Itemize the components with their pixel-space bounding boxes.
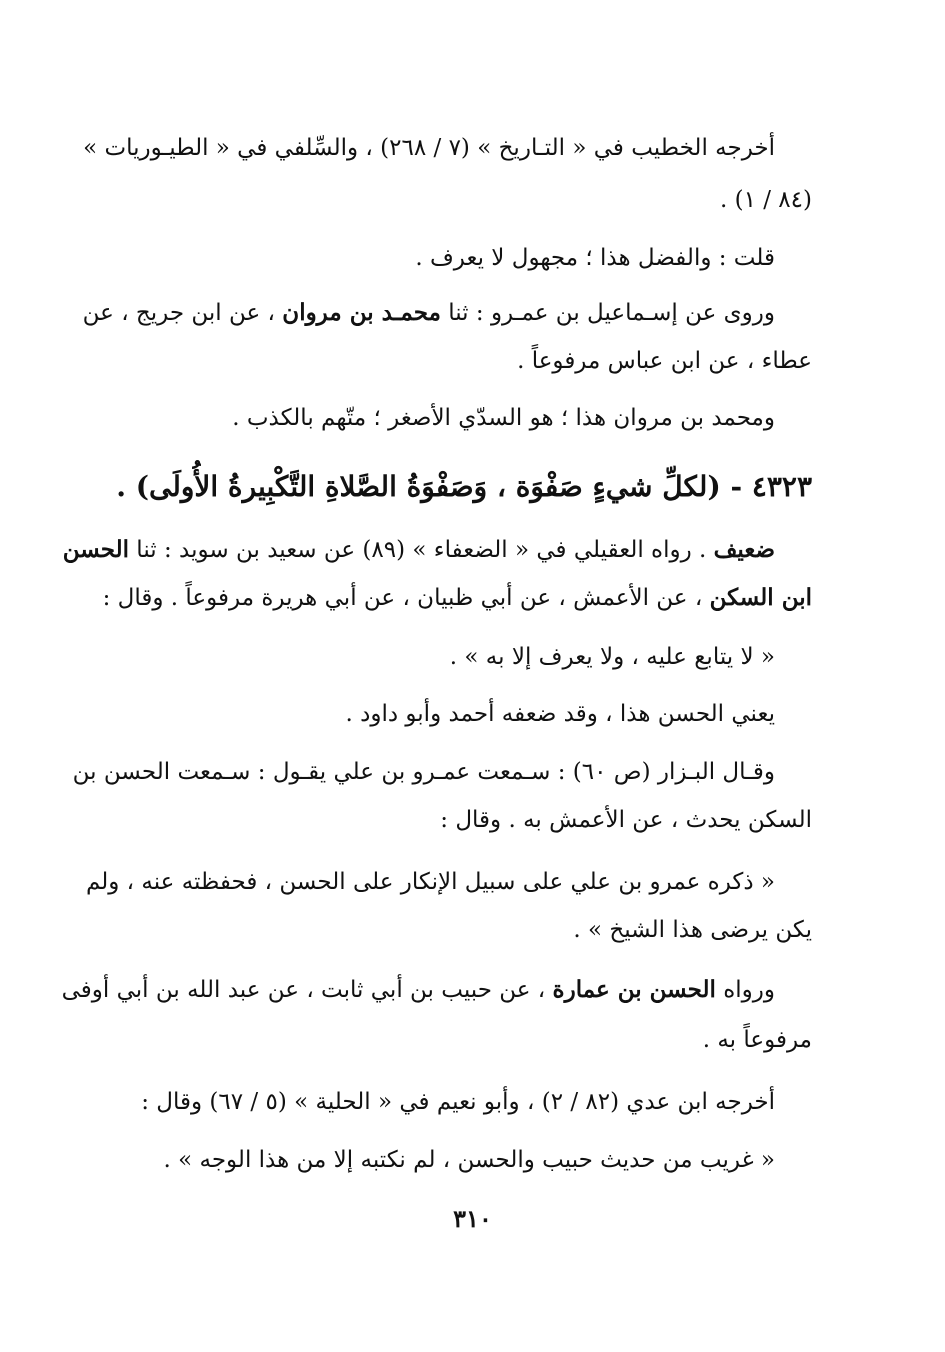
paragraph-1-line-2: (٨٤ / ١) . — [719, 187, 812, 213]
paragraph-3-line-2: عطاء ، عن ابن عباس مرفوعاً . — [517, 348, 812, 374]
paragraph-5-line-1 — [62, 530, 775, 570]
grading-label: ضعيف — [713, 536, 775, 563]
paragraph-5-text-b: . رواه العقيلي في « الضعفاء » (٨٩) عن سعيد بن سويد : ثنا — [129, 537, 714, 563]
paragraph-8-line-1: وقـال البـزار (ص ٦٠) : سـمعت عمـرو بن علي يقـول : سـمعت الحسن بن — [72, 759, 775, 785]
paragraph-8-line-2: السكن يحدث ، عن الأعمش به . وقال : — [440, 807, 812, 833]
paragraph-10-text-a: ورواه — [715, 977, 775, 1003]
quote-3: « غريب من حديث حبيب والحسن ، لم نكتبه إلا من هذا الوجه » . — [163, 1147, 775, 1173]
narrator-name-hasan: الحسن — [62, 536, 129, 563]
narrator-name-hasan-ibn-umara: الحسن بن عمارة — [552, 976, 716, 1003]
paragraph-11-line-1: أخرجه ابن عدي (٨٢ / ٢) ، وأبو نعيم في « الحلية » (٥ / ٦٧) وقال : — [141, 1089, 775, 1115]
page-number: ٣١٠ — [453, 1204, 492, 1233]
paragraph-3-narrator-name: محمـد بن مروان — [282, 299, 441, 326]
hadith-heading: ٤٣٢٣ - (لكلِّ شيءٍ صَفْوَة ، وَصَفْوَةُ الصَّلاةِ التَّكْبِيرةُ الأُولَى) . — [116, 470, 812, 503]
paragraph-5-line-2 — [102, 578, 812, 618]
quote-1: « لا يتابع عليه ، ولا يعرف إلا به » . — [449, 644, 775, 670]
paragraph-10-line-2: مرفوعاً به . — [702, 1027, 812, 1053]
quote-2-line-1: « ذكره عمرو بن علي على سبيل الإنكار على الحسن ، فحفظته عنه ، ولم — [85, 869, 775, 895]
paragraph-4-line-1: ومحمد بن مروان هذا ؛ هو السدّي الأصغر ؛ متّهم بالكذب . — [232, 405, 775, 431]
paragraph-3-line-1 — [82, 293, 775, 333]
paragraph-10-line-1 — [61, 970, 775, 1010]
quote-2-line-2: يكن يرضى هذا الشيخ » . — [573, 917, 812, 943]
paragraph-10-text-c: ، عن حبيب بن أبي ثابت ، عن عبد الله بن أبي أوفى — [61, 977, 553, 1003]
paragraph-5-text-line2: ، عن الأعمش ، عن أبي ظبيان ، عن أبي هريرة مرفوعاً . وقال : — [102, 585, 710, 611]
paragraph-3-text-a: وروى عن إسـماعيل بن عمـرو : ثنا — [440, 300, 775, 326]
paragraph-7-line-1: يعني الحسن هذا ، وقد ضعفه أحمد وأبو داود . — [345, 701, 775, 727]
paragraph-2-line-1: قلت : والفضل هذا ؛ مجهول لا يعرف . — [415, 245, 775, 271]
paragraph-1-line-1: أخرجه الخطيب في « التـاريخ » (٧ / ٢٦٨) ، والسِّلفي في « الطيـوريات » — [83, 135, 775, 161]
narrator-name-ibn-sakan: ابن السكن — [709, 584, 812, 611]
paragraph-3-text-c: ، عن ابن جريج ، عن — [82, 300, 283, 326]
